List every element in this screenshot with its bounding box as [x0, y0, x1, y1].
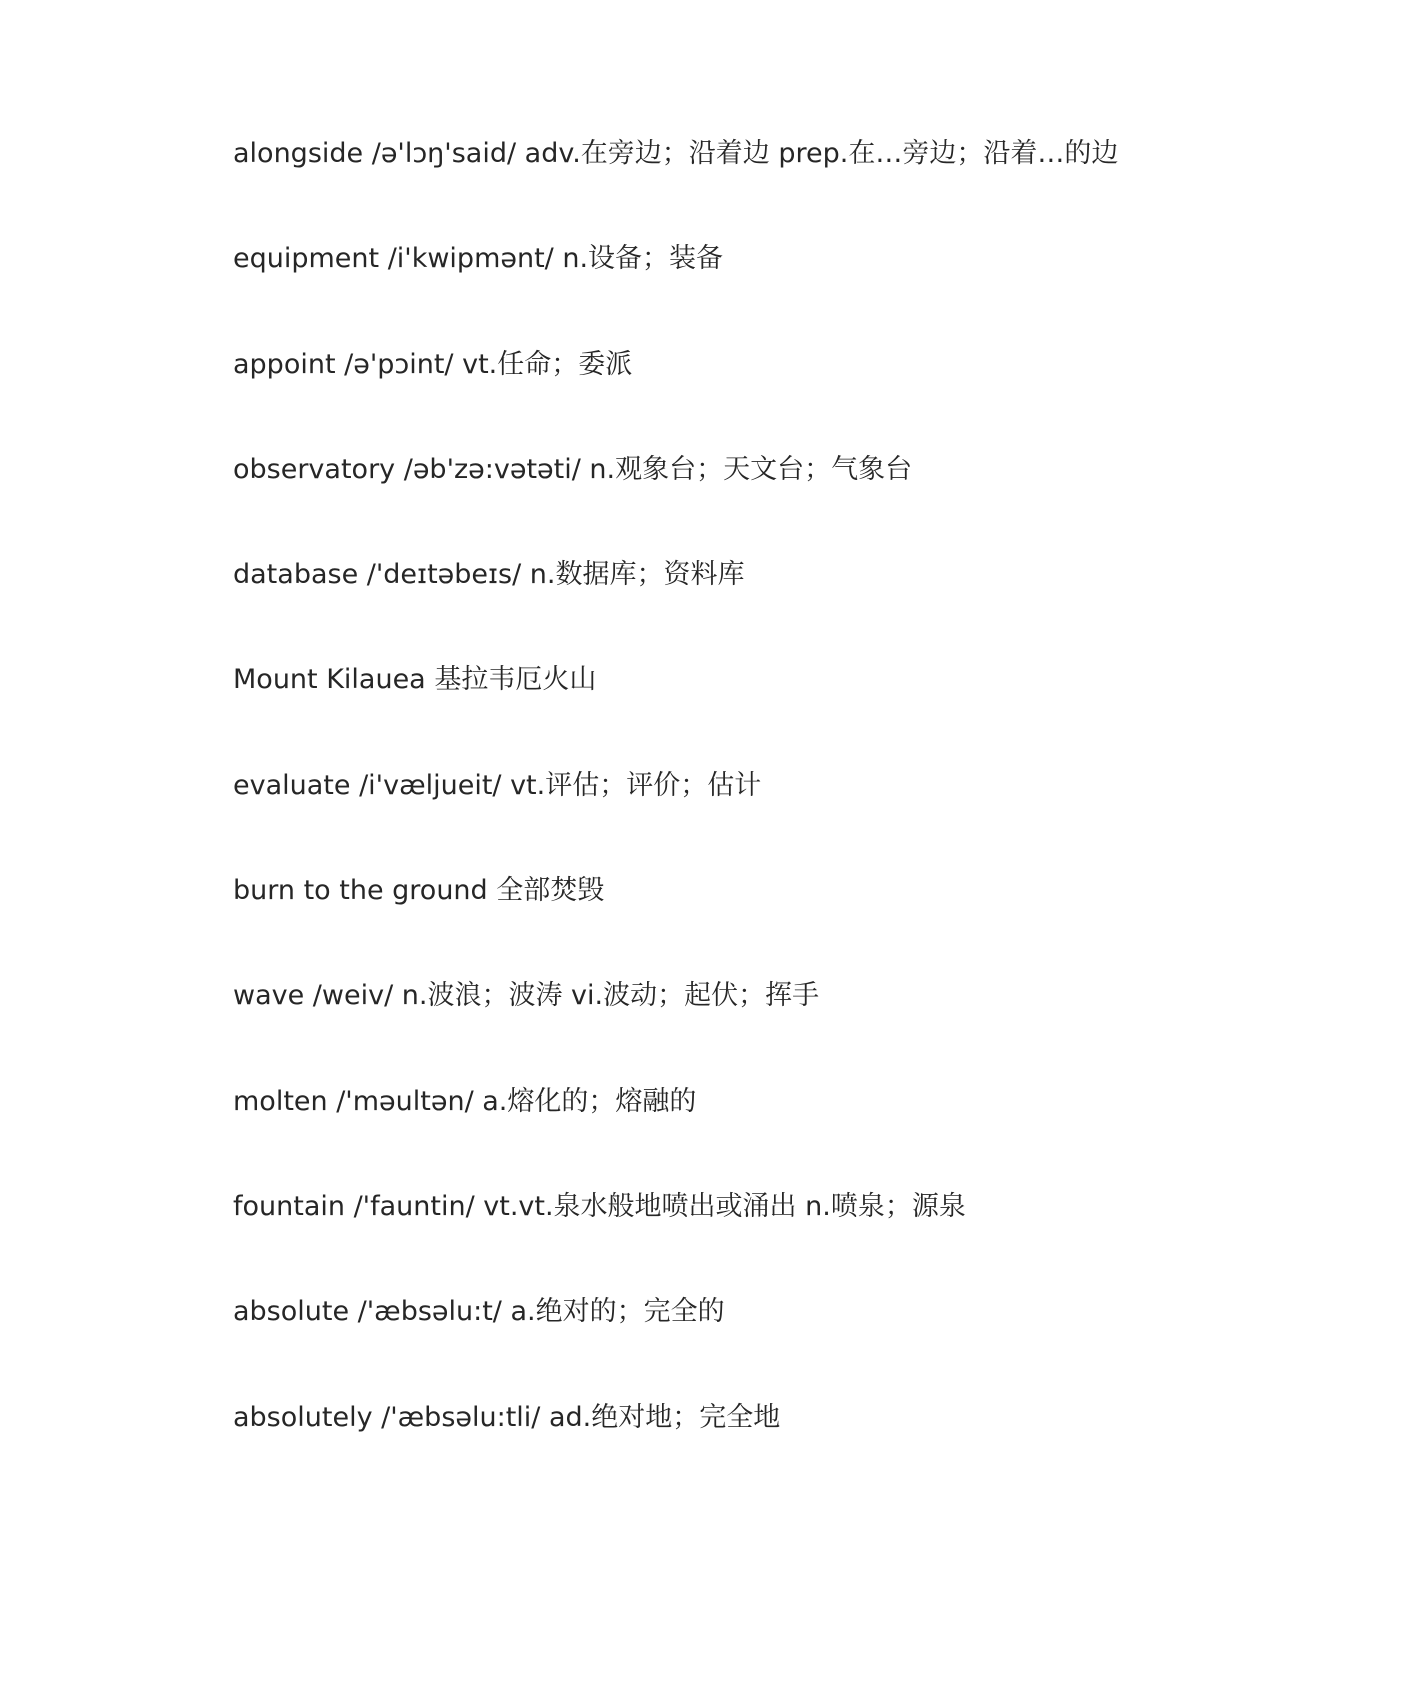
- vocabulary-entry: alongside /ə'lɔŋ'said/ adv.在旁边；沿着边 prep.在…旁边；沿着…的边: [233, 138, 1119, 169]
- vocabulary-entry: molten /'məultən/ a.熔化的；熔融的: [233, 1085, 697, 1117]
- vocabulary-entry: evaluate /i'væljueit/ vt.评估；评价；估计: [233, 769, 762, 801]
- vocabulary-entry: absolutely /'æbsəlu:tli/ ad.绝对地；完全地: [233, 1401, 781, 1433]
- vocabulary-entry: fountain /'fauntin/ vt.vt.泉水般地喷出或涌出 n.喷泉；源泉: [233, 1190, 966, 1222]
- vocabulary-entry: equipment /i'kwipmənt/ n.设备；装备: [233, 243, 724, 275]
- vocabulary-entry: observatory /əb'zə:vətəti/ n.观象台；天文台；气象台: [233, 453, 913, 485]
- vocabulary-entry: Mount Kilauea 基拉韦厄火山: [233, 664, 597, 696]
- vocabulary-list: [233, 136, 1333, 1505]
- vocabulary-entry: wave /weiv/ n.波浪；波涛 vi.波动；起伏；挥手: [233, 980, 820, 1012]
- vocabulary-entry: database /'deɪtəbeɪs/ n.数据库；资料库: [233, 559, 745, 591]
- vocabulary-entry: burn to the ground 全部焚毁: [233, 875, 605, 907]
- vocabulary-entry: absolute /'æbsəlu:t/ a.绝对的；完全的: [233, 1296, 725, 1328]
- vocabulary-entry: appoint /ə'pɔint/ vt.任命；委派: [233, 348, 633, 380]
